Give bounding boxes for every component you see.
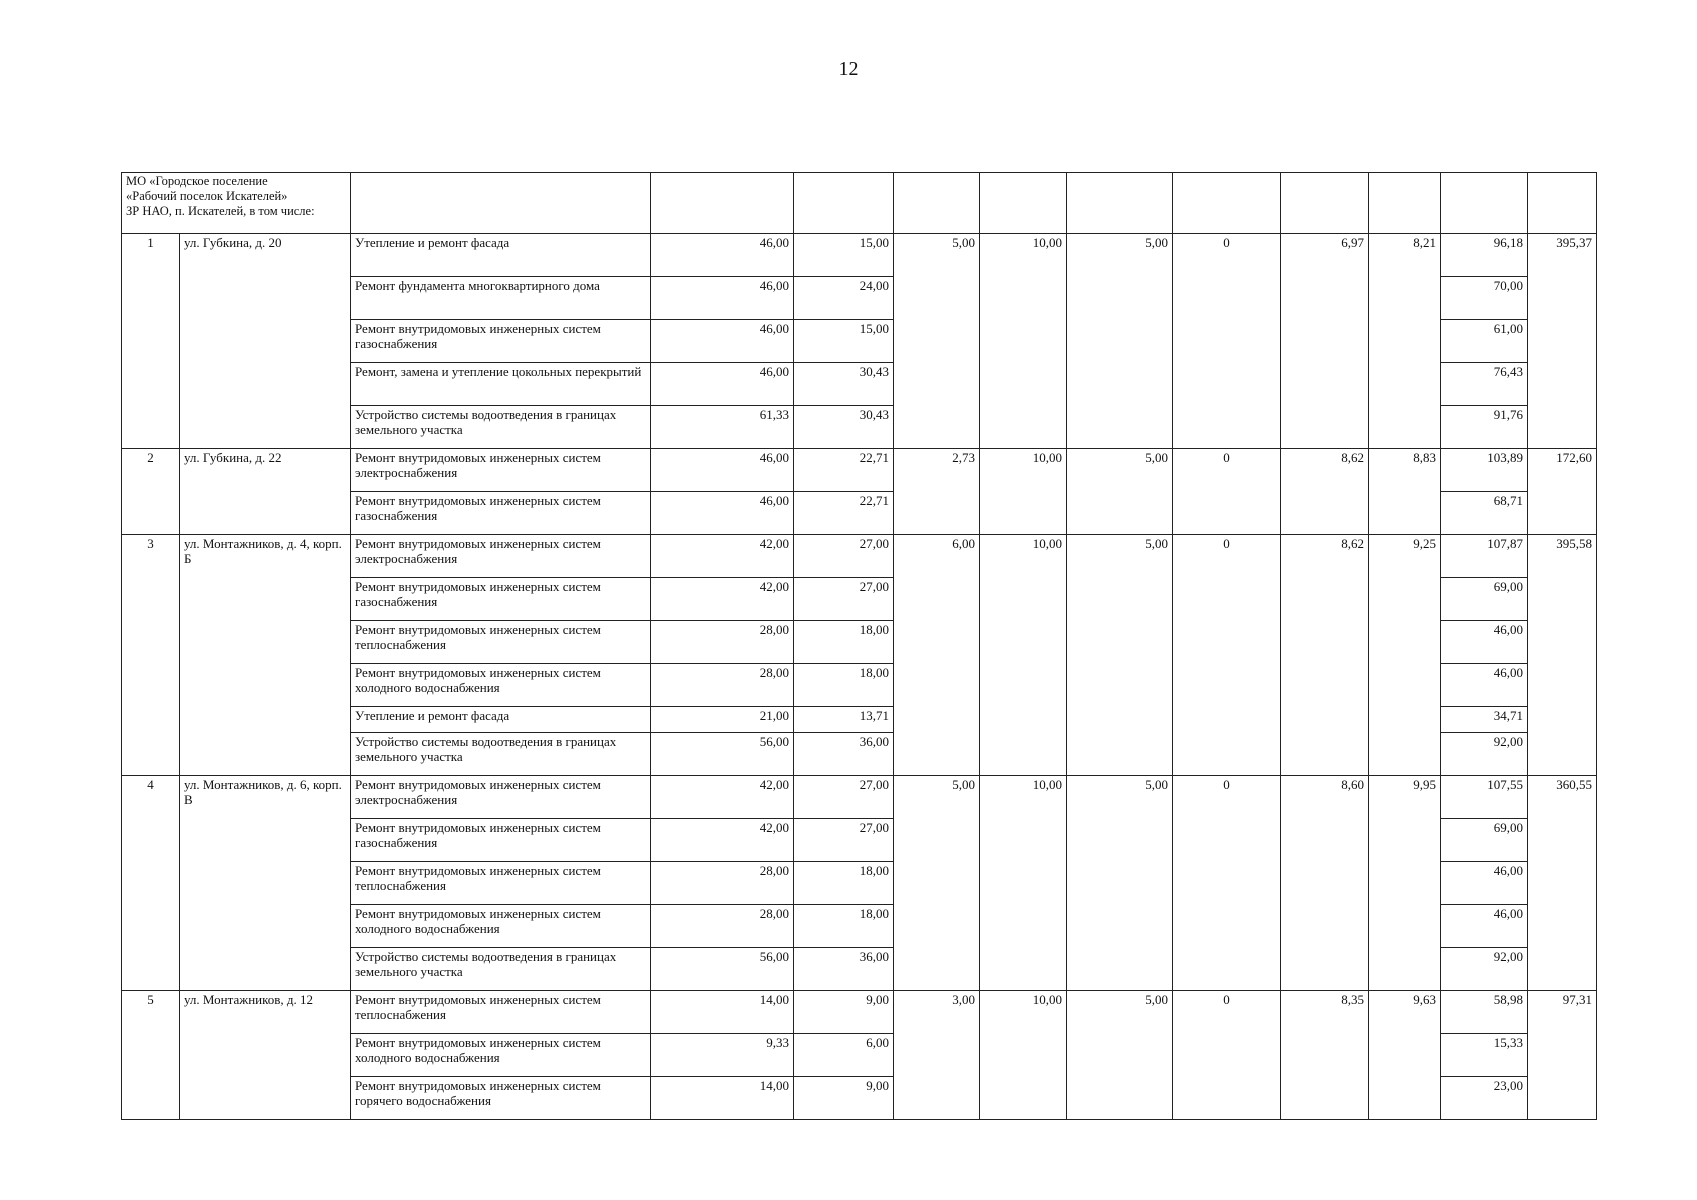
work-value-c4: 15,00	[794, 234, 894, 277]
address: ул. Монтажников, д. 4, корп. Б	[180, 535, 351, 776]
work-total-c11: 34,71	[1441, 707, 1528, 733]
work-name: Ремонт внутридомовых инженерных систем газоснабжения	[351, 819, 651, 862]
value-c5: 5,00	[894, 776, 980, 991]
address: ул. Монтажников, д. 12	[180, 991, 351, 1120]
value-c6: 10,00	[980, 776, 1067, 991]
work-name: Ремонт внутридомовых инженерных систем электроснабжения	[351, 449, 651, 492]
work-value-c4: 27,00	[794, 776, 894, 819]
work-total-c11: 103,89	[1441, 449, 1528, 492]
address: ул. Монтажников, д. 6, корп. В	[180, 776, 351, 991]
value-c5: 5,00	[894, 234, 980, 449]
work-total-c11: 46,00	[1441, 621, 1528, 664]
work-value-c3: 46,00	[651, 277, 794, 320]
empty-cell	[1528, 173, 1597, 234]
work-value-c4: 22,71	[794, 492, 894, 535]
work-name: Ремонт внутридомовых инженерных систем газоснабжения	[351, 492, 651, 535]
value-c8: 0	[1173, 991, 1281, 1120]
work-value-c4: 22,71	[794, 449, 894, 492]
empty-cell	[794, 173, 894, 234]
work-name: Ремонт внутридомовых инженерных систем холодного водоснабжения	[351, 664, 651, 707]
work-value-c3: 56,00	[651, 948, 794, 991]
work-name: Устройство системы водоотведения в границах земельного участка	[351, 948, 651, 991]
work-value-c3: 42,00	[651, 819, 794, 862]
work-total-c11: 96,18	[1441, 234, 1528, 277]
building-total-c12: 97,31	[1528, 991, 1597, 1120]
work-value-c4: 36,00	[794, 948, 894, 991]
value-c10: 8,21	[1369, 234, 1441, 449]
repair-program-table	[121, 172, 1597, 1120]
work-name: Ремонт внутридомовых инженерных систем газоснабжения	[351, 320, 651, 363]
empty-cell	[651, 173, 794, 234]
address: ул. Губкина, д. 22	[180, 449, 351, 535]
row-index: 2	[122, 449, 180, 535]
work-value-c4: 6,00	[794, 1034, 894, 1077]
building-total-c12: 395,58	[1528, 535, 1597, 776]
work-value-c4: 24,00	[794, 277, 894, 320]
row-index: 1	[122, 234, 180, 449]
work-name: Утепление и ремонт фасада	[351, 707, 651, 733]
work-total-c11: 92,00	[1441, 948, 1528, 991]
work-total-c11: 46,00	[1441, 862, 1528, 905]
work-value-c3: 28,00	[651, 862, 794, 905]
value-c10: 9,95	[1369, 776, 1441, 991]
work-name: Ремонт внутридомовых инженерных систем газоснабжения	[351, 578, 651, 621]
work-value-c3: 42,00	[651, 535, 794, 578]
table-row	[122, 234, 1597, 277]
value-c8: 0	[1173, 776, 1281, 991]
value-c5: 3,00	[894, 991, 980, 1120]
work-total-c11: 69,00	[1441, 578, 1528, 621]
value-c8: 0	[1173, 535, 1281, 776]
work-value-c3: 28,00	[651, 664, 794, 707]
value-c7: 5,00	[1067, 449, 1173, 535]
work-name: Ремонт внутридомовых инженерных систем теплоснабжения	[351, 862, 651, 905]
value-c7: 5,00	[1067, 991, 1173, 1120]
value-c7: 5,00	[1067, 535, 1173, 776]
value-c10: 8,83	[1369, 449, 1441, 535]
work-value-c3: 42,00	[651, 776, 794, 819]
value-c10: 9,63	[1369, 991, 1441, 1120]
work-name: Ремонт внутридомовых инженерных систем теплоснабжения	[351, 621, 651, 664]
building-total-c12: 395,37	[1528, 234, 1597, 449]
empty-cell	[1369, 173, 1441, 234]
work-value-c3: 14,00	[651, 991, 794, 1034]
work-name: Ремонт внутридомовых инженерных систем электроснабжения	[351, 535, 651, 578]
work-value-c4: 27,00	[794, 819, 894, 862]
work-value-c4: 27,00	[794, 535, 894, 578]
work-value-c3: 46,00	[651, 234, 794, 277]
work-name: Ремонт внутридомовых инженерных систем теплоснабжения	[351, 991, 651, 1034]
value-c8: 0	[1173, 234, 1281, 449]
work-name: Ремонт внутридомовых инженерных систем холодного водоснабжения	[351, 905, 651, 948]
work-total-c11: 23,00	[1441, 1077, 1528, 1120]
work-value-c4: 27,00	[794, 578, 894, 621]
table-row	[122, 535, 1597, 578]
work-value-c4: 18,00	[794, 664, 894, 707]
work-value-c3: 46,00	[651, 449, 794, 492]
work-total-c11: 69,00	[1441, 819, 1528, 862]
group-header-line: МО «Городское поселение	[126, 174, 268, 188]
address: ул. Губкина, д. 20	[180, 234, 351, 449]
value-c6: 10,00	[980, 991, 1067, 1120]
work-value-c4: 13,71	[794, 707, 894, 733]
group-header-row	[122, 173, 1597, 234]
table-row	[122, 776, 1597, 819]
value-c5: 6,00	[894, 535, 980, 776]
work-value-c3: 28,00	[651, 905, 794, 948]
work-total-c11: 107,87	[1441, 535, 1528, 578]
group-header-line: «Рабочий поселок Искателей»	[126, 189, 288, 203]
work-total-c11: 46,00	[1441, 905, 1528, 948]
value-c7: 5,00	[1067, 776, 1173, 991]
work-name: Ремонт внутридомовых инженерных систем холодного водоснабжения	[351, 1034, 651, 1077]
value-c10: 9,25	[1369, 535, 1441, 776]
value-c5: 2,73	[894, 449, 980, 535]
empty-cell	[1281, 173, 1369, 234]
value-c9: 8,62	[1281, 449, 1369, 535]
value-c6: 10,00	[980, 234, 1067, 449]
work-value-c3: 28,00	[651, 621, 794, 664]
work-total-c11: 68,71	[1441, 492, 1528, 535]
work-value-c4: 18,00	[794, 621, 894, 664]
work-value-c4: 9,00	[794, 1077, 894, 1120]
work-total-c11: 70,00	[1441, 277, 1528, 320]
work-value-c3: 42,00	[651, 578, 794, 621]
work-value-c4: 18,00	[794, 905, 894, 948]
table-row	[122, 449, 1597, 492]
work-total-c11: 46,00	[1441, 664, 1528, 707]
work-value-c3: 46,00	[651, 363, 794, 406]
work-value-c3: 14,00	[651, 1077, 794, 1120]
work-name: Ремонт внутридомовых инженерных систем электроснабжения	[351, 776, 651, 819]
work-value-c4: 30,43	[794, 363, 894, 406]
row-index: 5	[122, 991, 180, 1120]
work-value-c4: 30,43	[794, 406, 894, 449]
building-total-c12: 360,55	[1528, 776, 1597, 991]
value-c9: 8,62	[1281, 535, 1369, 776]
work-value-c4: 9,00	[794, 991, 894, 1034]
work-total-c11: 76,43	[1441, 363, 1528, 406]
group-header-cell	[122, 173, 351, 234]
group-header-line: ЗР НАО, п. Искателей, в том числе:	[126, 204, 315, 218]
value-c7: 5,00	[1067, 234, 1173, 449]
empty-cell	[1173, 173, 1281, 234]
empty-cell	[351, 173, 651, 234]
empty-cell	[980, 173, 1067, 234]
empty-cell	[894, 173, 980, 234]
work-name: Утепление и ремонт фасада	[351, 234, 651, 277]
work-total-c11: 92,00	[1441, 733, 1528, 776]
empty-cell	[1067, 173, 1173, 234]
work-name: Устройство системы водоотведения в границах земельного участка	[351, 733, 651, 776]
table-row	[122, 991, 1597, 1034]
work-total-c11: 107,55	[1441, 776, 1528, 819]
value-c9: 8,60	[1281, 776, 1369, 991]
table-body	[122, 173, 1597, 1120]
work-value-c3: 21,00	[651, 707, 794, 733]
work-total-c11: 58,98	[1441, 991, 1528, 1034]
value-c6: 10,00	[980, 449, 1067, 535]
value-c8: 0	[1173, 449, 1281, 535]
empty-cell	[1441, 173, 1528, 234]
row-index: 4	[122, 776, 180, 991]
work-total-c11: 61,00	[1441, 320, 1528, 363]
work-value-c4: 36,00	[794, 733, 894, 776]
work-total-c11: 91,76	[1441, 406, 1528, 449]
work-value-c4: 18,00	[794, 862, 894, 905]
work-name: Ремонт, замена и утепление цокольных перекрытий	[351, 363, 651, 406]
work-value-c3: 61,33	[651, 406, 794, 449]
work-total-c11: 15,33	[1441, 1034, 1528, 1077]
page-number: 12	[838, 58, 859, 80]
work-value-c3: 46,00	[651, 492, 794, 535]
value-c9: 6,97	[1281, 234, 1369, 449]
work-name: Устройство системы водоотведения в границах земельного участка	[351, 406, 651, 449]
work-value-c4: 15,00	[794, 320, 894, 363]
value-c6: 10,00	[980, 535, 1067, 776]
work-name: Ремонт внутридомовых инженерных систем горячего водоснабжения	[351, 1077, 651, 1120]
row-index: 3	[122, 535, 180, 776]
value-c9: 8,35	[1281, 991, 1369, 1120]
work-value-c3: 9,33	[651, 1034, 794, 1077]
work-value-c3: 46,00	[651, 320, 794, 363]
work-name: Ремонт фундамента многоквартирного дома	[351, 277, 651, 320]
work-value-c3: 56,00	[651, 733, 794, 776]
building-total-c12: 172,60	[1528, 449, 1597, 535]
